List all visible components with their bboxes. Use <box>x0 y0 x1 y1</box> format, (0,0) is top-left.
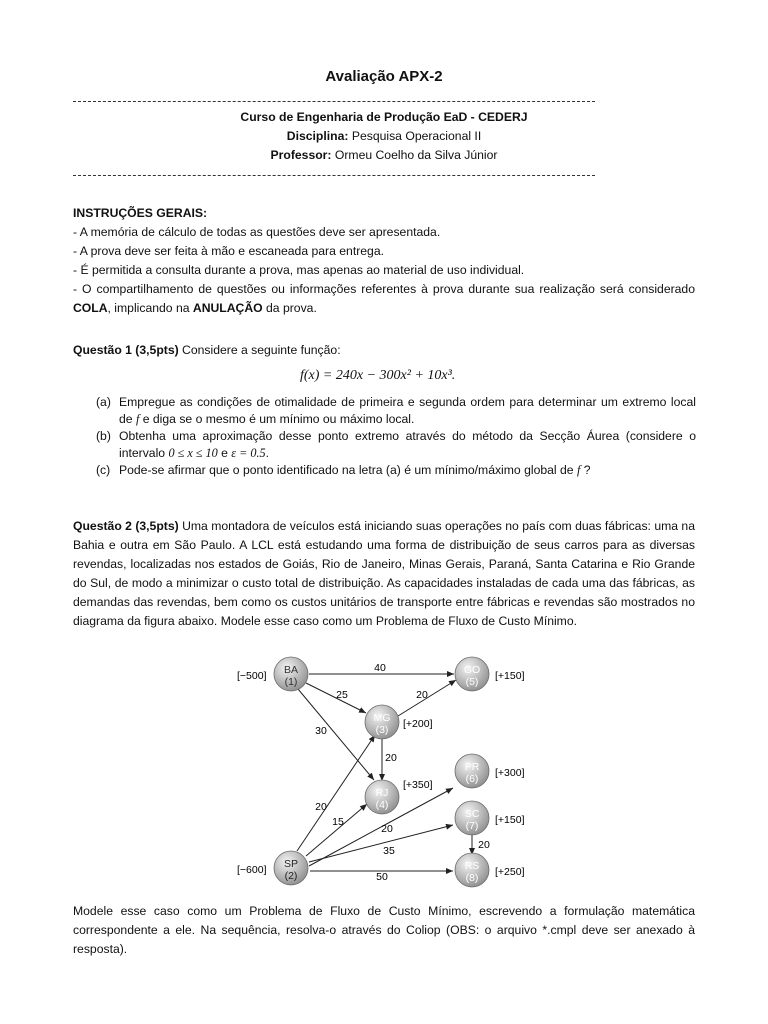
instruction-line: - A prova deve ser feita à mão e escaneada para entrega. <box>73 244 384 258</box>
instruction-line: - É permitida a consulta durante a prova, mas apenas ao material de uso individual. <box>73 263 525 277</box>
q1-label: Questão 1 (3,5pts) <box>73 343 179 357</box>
svg-text:(4): (4) <box>375 799 389 811</box>
cost-sp-rj: 15 <box>332 816 344 828</box>
node-sp <box>274 851 308 885</box>
svg-text:BA: BA <box>283 664 299 676</box>
node-ba <box>274 657 308 691</box>
header-block <box>73 108 695 165</box>
svg-text:(3): (3) <box>375 724 389 736</box>
q2-text: Questão 2 (3,5pts) Uma montadora de veículos está iniciando suas operações no país com duas fábricas: uma na Bahia e outra em São Paulo. A LCL está estudando uma forma de distribuição de seus carros para as diversas revendas, localizadas nos estados de Goiás, Rio de Janeiro, Minas Gerais, Paraná, Santa Catarina e Rio Grande do Sul, de modo a minimizar o custo total de distribuição. As capacidades instaladas de cada uma das fábricas, as demandas das revendas, bem como os custos unitários de transporte entre fábricas e revendas são mostrados no diagrama da figura abaixo. Modele esse caso como um Problema de Fluxo de Custo Mínimo. <box>73 519 695 628</box>
supply-go: [+150] <box>495 670 525 682</box>
q1-item-c: (c) Pode-se afirmar que o ponto identificado na letra (a) é um mínimo/máximo global de f ? <box>96 463 591 477</box>
divider <box>73 101 595 102</box>
instruction-line: - O compartilhamento de questões ou informações referentes à prova durante sua realização será considerado COLA, implicando na ANULAÇÃO da prova. <box>73 282 695 315</box>
q1-intro: Questão 1 (3,5pts) Considere a seguinte função: <box>73 343 341 357</box>
svg-text:(5): (5) <box>465 676 479 688</box>
supply-mg: [+200] <box>403 718 433 730</box>
q1-item-a: (a) Empregue as condições de otimalidade de primeira e segunda ordem para determinar um extremo local de f e diga se o mesmo é um mínimo ou máximo local. <box>96 395 696 426</box>
divider <box>73 175 595 176</box>
node-rs <box>455 853 489 887</box>
svg-text:SC: SC <box>464 808 480 820</box>
cost-ba-rj: 30 <box>315 725 327 737</box>
node-rj <box>365 780 399 814</box>
svg-text:GO: GO <box>463 664 481 676</box>
cost-sp-pr: 35 <box>383 845 395 857</box>
network-diagram <box>230 654 530 889</box>
svg-text:RS: RS <box>464 860 480 872</box>
supply-sp: [−600] <box>237 864 267 876</box>
supply-sc: [+150] <box>495 814 525 826</box>
q1-item-b: (b) Obtenha uma aproximação desse ponto extremo através do método da Secção Áurea (considere o intervalo 0 ≤ x ≤ 10 e ε = 0.5. <box>96 429 696 460</box>
svg-text:(8): (8) <box>465 872 479 884</box>
cost-ba-mg: 25 <box>336 689 348 701</box>
svg-text:RJ: RJ <box>375 787 389 799</box>
svg-text:(2): (2) <box>284 870 298 882</box>
q1-equation: f(x) = 240x − 300x² + 10x³. <box>300 368 456 383</box>
svg-text:(1): (1) <box>284 676 298 688</box>
cost-sp-sc: 20 <box>381 823 393 835</box>
professor-line: Professor: Ormeu Coelho da Silva Júnior <box>270 148 498 162</box>
node-sc <box>455 801 489 835</box>
page-title: Avaliação APX-2 <box>325 68 443 85</box>
svg-text:MG: MG <box>373 712 391 724</box>
q2-label: Questão 2 (3,5pts) <box>73 519 179 533</box>
supply-pr: [+300] <box>495 767 525 779</box>
supply-ba: [−500] <box>237 670 267 682</box>
instructions <box>73 204 695 318</box>
node-mg <box>365 705 399 739</box>
cost-sp-mg: 20 <box>315 801 327 813</box>
cost-ba-go: 40 <box>374 662 386 674</box>
instructions-heading: INSTRUÇÕES GERAIS: <box>73 206 208 220</box>
svg-text:SP: SP <box>283 858 299 870</box>
node-go <box>455 657 489 691</box>
course-line: Curso de Engenharia de Produção EaD - CEDERJ <box>240 110 528 124</box>
cost-sp-rs: 50 <box>376 871 388 883</box>
svg-text:(6): (6) <box>465 773 479 785</box>
cost-mg-rj: 20 <box>385 752 397 764</box>
q1-items <box>96 394 696 479</box>
svg-text:(7): (7) <box>465 820 479 832</box>
instruction-line: - A memória de cálculo de todas as questões deve ser apresentada. <box>73 225 441 239</box>
edge-sp-mg <box>297 735 375 851</box>
edge-ba-rj <box>298 689 374 780</box>
supply-rs: [+250] <box>495 866 525 878</box>
discipline-line: Disciplina: Pesquisa Operacional II <box>286 129 482 143</box>
cost-mg-go: 20 <box>416 689 428 701</box>
cost-sc-rs: 20 <box>478 839 490 851</box>
node-pr <box>455 754 489 788</box>
q2-closing: Modele esse caso como um Problema de Fluxo de Custo Mínimo, escrevendo a formulação matemática correspondente a ele. Na sequência, resolva-o através do Coliop (OBS: o arquivo *.cmpl deve ser anexado à resposta). <box>73 904 695 956</box>
svg-text:PR: PR <box>464 761 480 773</box>
supply-rj: [+350] <box>403 779 433 791</box>
